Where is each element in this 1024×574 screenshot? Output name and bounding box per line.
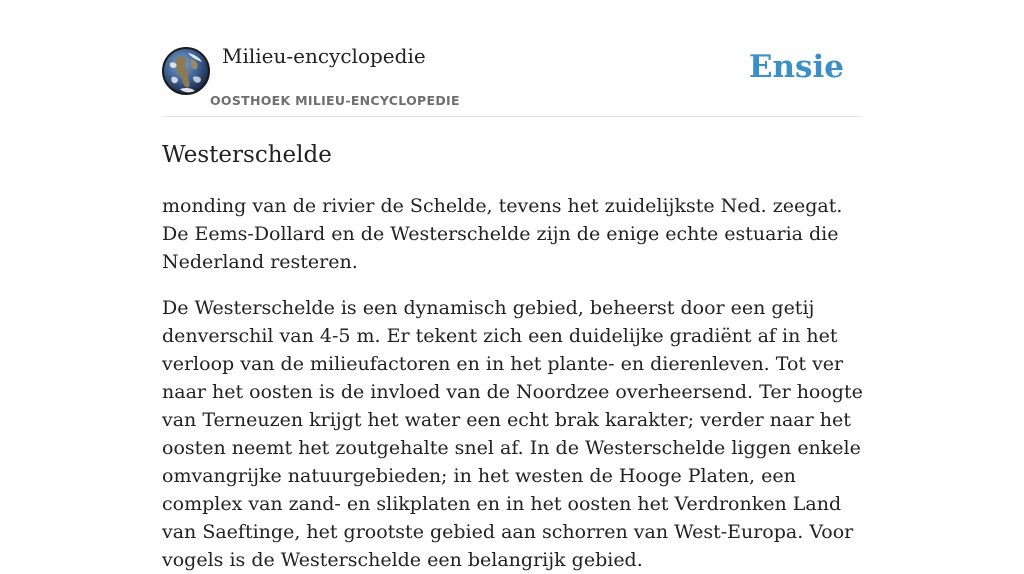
earth-globe-graphic xyxy=(164,49,208,93)
site-subtitle: OOSTHOEK MILIEU-ENCYCLOPEDIE xyxy=(210,93,460,108)
earth-globe-icon[interactable] xyxy=(162,47,210,95)
brand-logo-link[interactable]: Ensie xyxy=(748,49,844,85)
site-header xyxy=(162,0,862,117)
article-content xyxy=(162,138,864,574)
article-paragraph: De Westerschelde is een dynamisch gebied, beheerst door een getij denverschil van 4-5 m. Er tekent zich een duidelijke gradiënt af in het verloop van de milieufactoren en in het plante- en dierenleven. Tot ver naar het oosten is de invloed van de Noordzee overheersend. Ter hoogte van Terneuzen krijgt het water een echt brak karakter; verder naar het oosten neemt het zoutgehalte snel af. In de Westerschelde liggen enkele omvangrijke natuurgebieden; in het westen de Hooge Platen, een complex van zand- en slikplaten en in het oosten het Verdronken Land van Saeftinge, het grootste gebied aan schorren van West-Europa. Voor vogels is de Westerschelde een belangrijk gebied. xyxy=(162,297,863,571)
site-name[interactable]: Milieu-encyclopedie xyxy=(222,44,426,68)
article-title: Westerschelde xyxy=(162,142,332,168)
article-paragraph: monding van de rivier de Schelde, tevens het zuidelijkste Ned. zeegat. De Eems-Dollard en de Westerschelde zijn de enige echte estuaria die Nederland resteren. xyxy=(162,195,843,273)
